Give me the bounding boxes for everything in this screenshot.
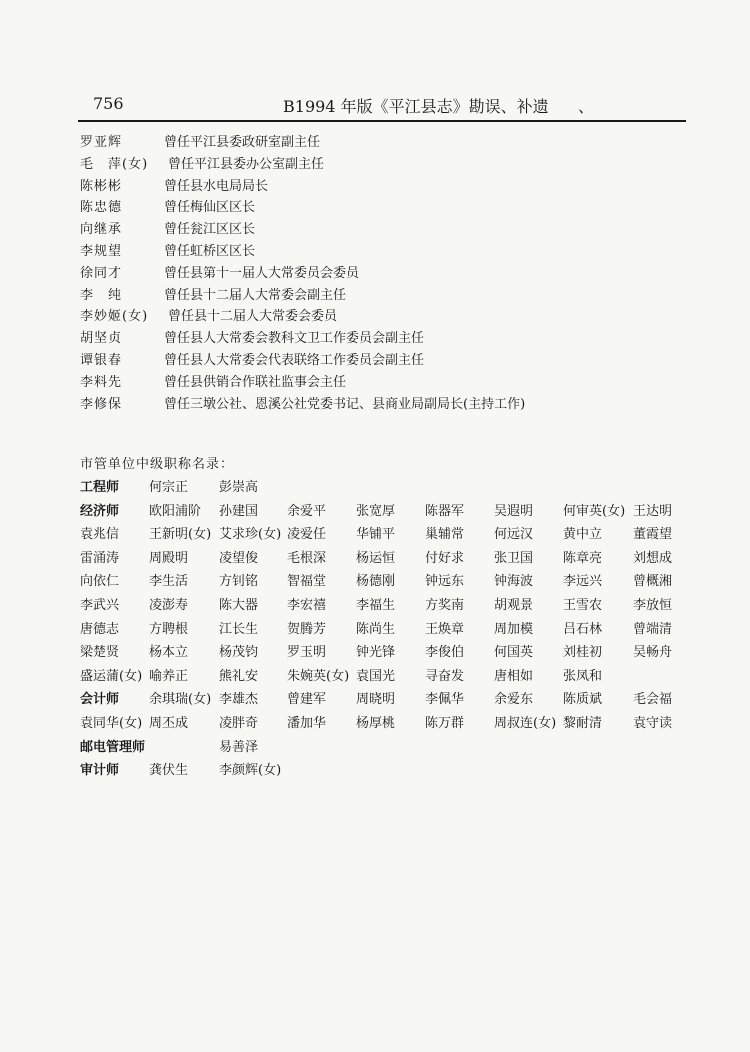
roster-name: 陈章亮 [563, 550, 603, 566]
roster-name: 罗玉明 [287, 645, 327, 661]
roster-row [80, 759, 700, 781]
roster-name: 陈万群 [425, 716, 465, 731]
roster-row [80, 712, 700, 734]
roster-name: 李福生 [356, 598, 396, 613]
roster-name: 艾求珍(女) [219, 527, 282, 543]
person-title: 曾任县人大常委会代表联络工作委员会副主任 [164, 353, 425, 368]
roster-name: 钟远东 [425, 574, 465, 590]
roster-name: 李宏禧 [287, 598, 327, 613]
roster-name: 钟光锋 [356, 645, 396, 661]
roster-name: 何国英 [494, 645, 534, 661]
roster-name: 唐相如 [494, 668, 534, 684]
roster-name: 朱婉英(女) [287, 668, 350, 684]
person-name: 向继承 [80, 222, 123, 238]
person-title: 曾任梅仙区区长 [164, 200, 256, 216]
roster-name: 何审英(女) [563, 503, 626, 519]
roster-name: 李雄杰 [219, 692, 259, 708]
roster-name: 王雪农 [563, 598, 603, 613]
person-title: 曾任县十二届人大常委会副主任 [164, 287, 347, 303]
roster-name: 寻奋发 [425, 668, 465, 684]
section-title: 市管单位中级职称名录： [80, 457, 235, 472]
roster-name: 袁兆信 [80, 527, 120, 543]
roster-name: 何远汉 [494, 527, 534, 543]
category-label: 经济师 [80, 503, 120, 519]
person-name: 谭银春 [80, 353, 123, 368]
person-name: 毛 萍(女) [80, 156, 149, 172]
roster-row [80, 688, 700, 710]
person-title: 曾任瓮江区区长 [164, 222, 256, 238]
roster-name: 凌爱任 [287, 527, 327, 543]
person-name: 李修保 [80, 396, 123, 412]
roster-name: 方奖南 [425, 598, 465, 613]
roster-name: 钟海波 [494, 574, 534, 590]
category-label: 会计师 [80, 692, 120, 708]
roster-name: 袁国光 [356, 668, 396, 684]
person-name: 李料先 [80, 374, 123, 390]
roster-name: 陈质斌 [563, 692, 603, 708]
roster-row [80, 665, 700, 687]
roster-name: 华铺平 [356, 527, 396, 543]
person-name: 罗亚辉 [80, 135, 123, 150]
roster-name: 王新明(女) [149, 527, 212, 543]
roster-name: 余琪瑞(女) [149, 692, 212, 708]
category-label: 审计师 [80, 763, 120, 779]
roster-name: 董霞望 [633, 527, 673, 543]
roster-name: 张宽厚 [356, 503, 396, 519]
roster-name: 黎耐清 [563, 716, 603, 731]
roster-row [80, 641, 700, 663]
roster-name: 王达明 [633, 503, 673, 519]
roster-row [80, 500, 700, 522]
roster-row [80, 476, 700, 498]
roster-name: 陈器军 [425, 503, 465, 519]
person-name: 陈忠德 [80, 200, 123, 216]
roster-name: 李远兴 [563, 574, 603, 590]
roster-name: 曾建军 [287, 692, 327, 708]
roster-name: 周加模 [494, 621, 534, 637]
roster-row [80, 736, 700, 758]
roster-name: 凌澎寿 [149, 598, 189, 613]
category-label: 工程师 [80, 480, 120, 495]
person-title: 曾任县十二届人大常委会委员 [168, 309, 338, 325]
roster-name: 黄中立 [563, 527, 603, 543]
stray-mark: 、 [578, 97, 595, 116]
roster-name: 吕石林 [563, 621, 603, 637]
roster-name: 梁楚贤 [80, 645, 120, 661]
roster-name: 余爱东 [494, 692, 534, 708]
page-number: 756 [93, 94, 124, 113]
person-name: 陈彬彬 [80, 178, 123, 194]
roster-name: 贺腾芳 [287, 621, 327, 637]
roster-name: 杨德刚 [356, 574, 396, 590]
person-title: 曾任县第十一届人大常委员会委员 [164, 265, 360, 281]
roster-name: 周晓明 [356, 692, 396, 708]
roster-name: 向依仁 [80, 574, 120, 590]
roster-name: 李颜辉(女) [219, 763, 282, 779]
roster-name: 杨茂钧 [219, 645, 259, 661]
roster-name: 陈尚生 [356, 621, 396, 637]
roster-name: 巢辅常 [425, 527, 465, 543]
roster-name: 周殿明 [149, 550, 189, 566]
roster-name: 熊礼安 [219, 668, 259, 684]
roster-name: 周叔连(女) [494, 716, 557, 731]
roster-name: 智福堂 [287, 574, 327, 590]
person-title: 曾任虹桥区区长 [164, 244, 256, 259]
roster-name: 潘加华 [287, 716, 327, 731]
roster-name: 唐德志 [80, 621, 120, 637]
roster-name: 江长生 [219, 621, 259, 637]
roster-name: 刘想成 [633, 550, 673, 566]
roster-row [80, 523, 700, 545]
roster-name: 毛会福 [633, 692, 673, 708]
roster-name: 曾概湘 [633, 574, 673, 590]
person-title: 曾任县供销合作联社监事会主任 [164, 374, 347, 390]
roster-name: 陈大器 [219, 598, 259, 613]
person-title: 曾任平江县委政研室副主任 [164, 135, 321, 150]
person-name: 李妙姬(女) [80, 309, 149, 325]
roster-name: 吴遐明 [494, 503, 534, 519]
roster-name: 杨厚桃 [356, 716, 396, 731]
header-rule [78, 120, 686, 122]
roster-name: 曾端清 [633, 621, 673, 637]
roster-name: 余爱平 [287, 503, 327, 519]
roster-name: 李武兴 [80, 598, 120, 613]
roster-row [80, 570, 700, 592]
roster-name: 彭崇高 [219, 480, 259, 495]
category-label: 邮电管理师 [80, 739, 146, 755]
running-title: B1994 年版《平江县志》勘误、补遗 [283, 97, 549, 116]
roster-name: 杨本立 [149, 645, 189, 661]
roster-name: 何宗正 [149, 480, 189, 495]
roster-name: 盛运蒲(女) [80, 668, 143, 684]
person-name: 李 纯 [80, 287, 123, 303]
person-name: 胡坚贞 [80, 331, 123, 347]
roster-name: 易善泽 [219, 739, 259, 755]
roster-name: 袁同华(女) [80, 716, 143, 731]
roster-name: 张卫国 [494, 550, 534, 566]
roster-name: 胡观景 [494, 598, 534, 613]
roster-name: 龚伏生 [149, 763, 189, 779]
roster-name: 李佩华 [425, 692, 465, 708]
person-name: 李规望 [80, 244, 123, 259]
person-title: 曾任三墩公社、恩溪公社党委书记、县商业局副局长(主持工作) [164, 396, 526, 412]
person-title: 曾任县水电局局长 [164, 178, 269, 194]
roster-name: 王焕章 [425, 621, 465, 637]
roster-name: 袁守读 [633, 716, 673, 731]
roster-name: 方钊铭 [219, 574, 259, 590]
person-title: 曾任平江县委办公室副主任 [168, 156, 325, 172]
roster-name: 付好求 [425, 550, 465, 566]
roster-name: 周丕成 [149, 716, 189, 731]
roster-name: 欧阳浦阶 [149, 503, 202, 519]
person-title: 曾任县人大常委会教科文卫工作委员会副主任 [164, 331, 425, 347]
roster-row [80, 547, 700, 569]
person-name: 徐同才 [80, 265, 123, 281]
roster-name: 方聘根 [149, 621, 189, 637]
roster-name: 李俊伯 [425, 645, 465, 661]
roster-name: 凌望俊 [219, 550, 259, 566]
roster-row [80, 594, 700, 616]
roster-row [80, 618, 700, 640]
roster-name: 凌胖奇 [219, 716, 259, 731]
roster-name: 雷涌涛 [80, 550, 120, 566]
roster-name: 张凤和 [563, 668, 603, 684]
roster-name: 毛根深 [287, 550, 327, 566]
roster-name: 李生活 [149, 574, 189, 590]
roster-name: 喻养正 [149, 668, 189, 684]
roster-name: 吴畅舟 [633, 645, 673, 661]
roster-name: 孙建国 [219, 503, 259, 519]
roster-name: 杨运恒 [356, 550, 396, 566]
roster-name: 刘桂初 [563, 645, 603, 661]
roster-name: 李放恒 [633, 598, 673, 613]
